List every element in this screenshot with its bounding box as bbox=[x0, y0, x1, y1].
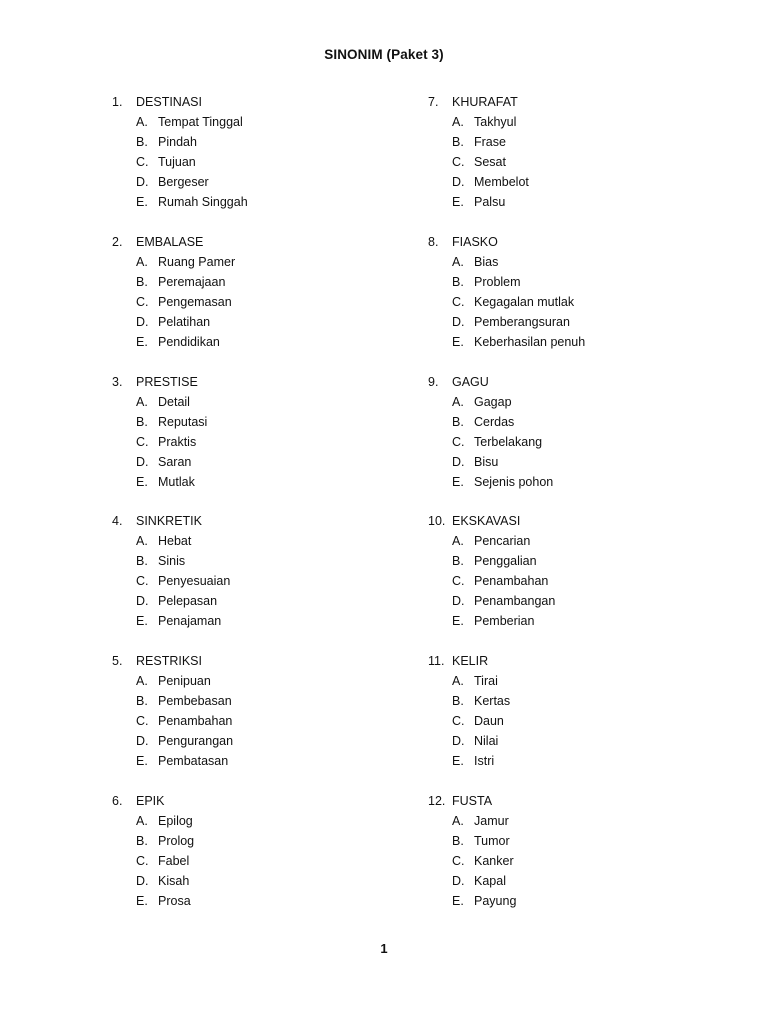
option-letter: C. bbox=[136, 714, 149, 729]
answer-option bbox=[136, 432, 412, 452]
option-list bbox=[428, 252, 728, 352]
answer-option bbox=[136, 851, 412, 871]
option-text: Keberhasilan penuh bbox=[474, 334, 586, 349]
option-list bbox=[112, 811, 412, 911]
page-title: SINONIM (Paket 3) bbox=[324, 47, 444, 62]
option-letter: D. bbox=[452, 314, 465, 329]
option-text: Tempat Tinggal bbox=[158, 115, 243, 129]
answer-option bbox=[452, 252, 728, 272]
question-number: 9. bbox=[428, 374, 439, 389]
option-letter: E. bbox=[136, 754, 148, 769]
answer-option bbox=[136, 571, 412, 591]
answer-option bbox=[136, 531, 412, 551]
question-word: RESTRIKSI bbox=[136, 654, 202, 669]
question-number: 10. bbox=[428, 514, 446, 529]
answer-option bbox=[452, 591, 728, 611]
question-word: PRESTISE bbox=[136, 374, 198, 389]
question-header bbox=[112, 372, 412, 392]
option-text: Pengemasan bbox=[158, 294, 232, 309]
question-number: 1. bbox=[112, 95, 123, 109]
option-text: Cerdas bbox=[474, 414, 515, 429]
option-letter: C. bbox=[136, 574, 149, 589]
option-letter: B. bbox=[136, 554, 148, 569]
option-letter: C. bbox=[136, 434, 149, 449]
option-letter: D. bbox=[136, 734, 149, 749]
answer-option bbox=[136, 452, 412, 472]
option-text: Sinis bbox=[158, 554, 186, 569]
option-text: Pemberangsuran bbox=[474, 314, 570, 329]
option-letter: B. bbox=[136, 274, 148, 289]
question-header bbox=[112, 511, 412, 531]
option-letter: B. bbox=[136, 833, 148, 848]
question-header bbox=[428, 651, 728, 671]
option-letter: B. bbox=[136, 414, 148, 429]
answer-option bbox=[136, 172, 412, 192]
option-text: Pemberian bbox=[474, 614, 535, 629]
answer-option bbox=[136, 751, 412, 771]
option-letter: E. bbox=[136, 614, 148, 629]
question-word: FUSTA bbox=[452, 793, 493, 808]
option-letter: C. bbox=[452, 574, 465, 589]
question-header bbox=[428, 372, 728, 392]
answer-option bbox=[452, 831, 728, 851]
option-letter: B. bbox=[136, 694, 148, 709]
option-list bbox=[112, 671, 412, 771]
question-item bbox=[428, 232, 728, 372]
answer-option bbox=[452, 132, 728, 152]
option-text: Payung bbox=[474, 893, 517, 908]
answer-option bbox=[452, 811, 728, 831]
answer-option bbox=[136, 272, 412, 292]
option-letter: E. bbox=[452, 893, 464, 908]
question-number: 8. bbox=[428, 234, 439, 249]
option-list bbox=[428, 112, 728, 212]
option-letter: E. bbox=[452, 754, 464, 769]
question-item bbox=[428, 791, 728, 931]
question-item bbox=[112, 92, 412, 232]
option-text: Kisah bbox=[158, 873, 190, 888]
answer-option bbox=[136, 731, 412, 751]
option-letter: E. bbox=[136, 893, 148, 908]
answer-option bbox=[452, 192, 728, 212]
option-text: Hebat bbox=[158, 534, 192, 549]
option-letter: D. bbox=[452, 873, 465, 888]
question-word: GAGU bbox=[452, 374, 489, 389]
option-text: Penggalian bbox=[474, 554, 537, 569]
option-text: Frase bbox=[474, 135, 506, 149]
option-text: Kapal bbox=[474, 873, 506, 888]
option-text: Takhyul bbox=[474, 115, 517, 129]
answer-option bbox=[452, 112, 728, 132]
answer-option bbox=[136, 711, 412, 731]
option-letter: C. bbox=[452, 155, 465, 169]
answer-option bbox=[452, 312, 728, 332]
option-letter: B. bbox=[136, 135, 148, 149]
option-letter: C. bbox=[136, 155, 149, 169]
option-letter: B. bbox=[452, 694, 464, 709]
answer-option bbox=[136, 252, 412, 272]
answer-option bbox=[452, 611, 728, 631]
option-letter: A. bbox=[136, 674, 148, 689]
option-text: Problem bbox=[474, 274, 521, 289]
option-letter: D. bbox=[452, 454, 465, 469]
question-number: 3. bbox=[112, 374, 123, 389]
answer-option bbox=[452, 671, 728, 691]
answer-option bbox=[452, 292, 728, 312]
option-letter: A. bbox=[452, 674, 464, 689]
option-letter: E. bbox=[136, 334, 148, 349]
option-text: Nilai bbox=[474, 734, 499, 749]
answer-option bbox=[136, 472, 412, 492]
question-number: 2. bbox=[112, 234, 123, 249]
question-header bbox=[112, 791, 412, 811]
option-text: Pembatasan bbox=[158, 754, 229, 769]
option-text: Reputasi bbox=[158, 414, 208, 429]
answer-option bbox=[452, 452, 728, 472]
option-text: Ruang Pamer bbox=[158, 254, 236, 269]
option-list bbox=[112, 112, 412, 212]
answer-option bbox=[136, 891, 412, 911]
answer-option bbox=[452, 731, 728, 751]
option-letter: A. bbox=[452, 254, 464, 269]
option-text: Palsu bbox=[474, 195, 506, 209]
question-column-left bbox=[112, 92, 412, 931]
question-header bbox=[112, 232, 412, 252]
answer-option bbox=[452, 711, 728, 731]
option-text: Pencarian bbox=[474, 534, 531, 549]
option-letter: A. bbox=[136, 813, 148, 828]
option-letter: B. bbox=[452, 135, 464, 149]
option-text: Penajaman bbox=[158, 614, 222, 629]
option-text: Bergeser bbox=[158, 175, 209, 189]
option-list bbox=[112, 392, 412, 492]
option-text: Prolog bbox=[158, 833, 195, 848]
option-text: Daun bbox=[474, 714, 504, 729]
answer-option bbox=[136, 611, 412, 631]
answer-option bbox=[136, 591, 412, 611]
option-list bbox=[428, 392, 728, 492]
question-column-right bbox=[428, 92, 728, 931]
answer-option bbox=[452, 472, 728, 492]
option-text: Kanker bbox=[474, 853, 514, 868]
question-item bbox=[428, 511, 728, 651]
option-letter: D. bbox=[136, 594, 149, 609]
option-text: Penambahan bbox=[474, 574, 549, 589]
option-text: Rumah Singgah bbox=[158, 195, 248, 209]
option-letter: D. bbox=[136, 175, 149, 189]
answer-option bbox=[452, 691, 728, 711]
question-header bbox=[428, 511, 728, 531]
option-list bbox=[112, 252, 412, 352]
option-letter: A. bbox=[452, 813, 464, 828]
question-number: 12. bbox=[428, 793, 446, 808]
answer-option bbox=[452, 152, 728, 172]
question-item bbox=[112, 232, 412, 372]
answer-option bbox=[136, 412, 412, 432]
answer-option bbox=[452, 751, 728, 771]
option-text: Penipuan bbox=[158, 674, 211, 689]
question-item bbox=[112, 372, 412, 512]
answer-option bbox=[136, 831, 412, 851]
answer-option bbox=[452, 851, 728, 871]
option-letter: B. bbox=[452, 554, 464, 569]
option-text: Sesat bbox=[474, 155, 506, 169]
answer-option bbox=[136, 292, 412, 312]
answer-option bbox=[136, 671, 412, 691]
option-letter: A. bbox=[136, 394, 148, 409]
option-text: Prosa bbox=[158, 893, 191, 908]
option-text: Bias bbox=[474, 254, 499, 269]
answer-option bbox=[136, 871, 412, 891]
option-text: Bisu bbox=[474, 454, 499, 469]
answer-option bbox=[136, 811, 412, 831]
option-text: Penambahan bbox=[158, 714, 233, 729]
option-text: Penambangan bbox=[474, 594, 556, 609]
option-letter: E. bbox=[452, 334, 464, 349]
option-letter: B. bbox=[452, 414, 464, 429]
answer-option bbox=[452, 531, 728, 551]
option-text: Pelepasan bbox=[158, 594, 218, 609]
option-text: Fabel bbox=[158, 853, 190, 868]
question-header bbox=[428, 92, 728, 112]
option-text: Pelatihan bbox=[158, 314, 211, 329]
question-word: EMBALASE bbox=[136, 234, 204, 249]
option-letter: D. bbox=[136, 314, 149, 329]
option-text: Sejenis pohon bbox=[474, 474, 554, 489]
option-letter: A. bbox=[452, 115, 464, 129]
option-text: Gagap bbox=[474, 394, 512, 409]
option-letter: C. bbox=[452, 714, 465, 729]
option-letter: D. bbox=[452, 594, 465, 609]
question-item bbox=[112, 511, 412, 651]
question-word: SINKRETIK bbox=[136, 514, 202, 529]
option-text: Penyesuaian bbox=[158, 574, 231, 589]
question-word: EPIK bbox=[136, 793, 165, 808]
option-text: Kegagalan mutlak bbox=[474, 294, 575, 309]
question-number: 5. bbox=[112, 654, 123, 669]
option-text: Saran bbox=[158, 454, 192, 469]
option-letter: E. bbox=[452, 614, 464, 629]
option-letter: D. bbox=[452, 734, 465, 749]
option-text: Pengurangan bbox=[158, 734, 234, 749]
answer-option bbox=[136, 132, 412, 152]
option-letter: C. bbox=[452, 853, 465, 868]
answer-option bbox=[452, 272, 728, 292]
answer-option bbox=[452, 891, 728, 911]
option-list bbox=[428, 531, 728, 631]
question-header bbox=[428, 791, 728, 811]
option-text: Pendidikan bbox=[158, 334, 220, 349]
option-text: Jamur bbox=[474, 813, 509, 828]
option-letter: E. bbox=[452, 474, 464, 489]
answer-option bbox=[452, 332, 728, 352]
option-letter: C. bbox=[136, 294, 149, 309]
question-item bbox=[428, 651, 728, 791]
option-letter: D. bbox=[136, 454, 149, 469]
option-letter: D. bbox=[136, 873, 149, 888]
option-text: Kertas bbox=[474, 694, 511, 709]
question-header bbox=[112, 651, 412, 671]
answer-option bbox=[136, 332, 412, 352]
option-text: Tujuan bbox=[158, 155, 196, 169]
option-letter: B. bbox=[452, 833, 464, 848]
answer-option bbox=[136, 551, 412, 571]
answer-option bbox=[452, 172, 728, 192]
option-letter: A. bbox=[136, 115, 148, 129]
answer-option bbox=[136, 691, 412, 711]
option-list bbox=[112, 531, 412, 631]
option-text: Membelot bbox=[474, 175, 529, 189]
answer-option bbox=[452, 571, 728, 591]
answer-option bbox=[452, 412, 728, 432]
option-text: Tirai bbox=[474, 674, 498, 689]
answer-option bbox=[452, 432, 728, 452]
option-letter: B. bbox=[452, 274, 464, 289]
option-letter: E. bbox=[452, 195, 464, 209]
option-text: Terbelakang bbox=[474, 434, 543, 449]
question-header bbox=[428, 232, 728, 252]
question-number: 4. bbox=[112, 514, 123, 529]
question-word: EKSKAVASI bbox=[452, 514, 521, 529]
question-number: 11. bbox=[428, 654, 445, 669]
option-letter: E. bbox=[136, 474, 148, 489]
answer-option bbox=[136, 192, 412, 212]
option-letter: D. bbox=[452, 175, 465, 189]
option-letter: C. bbox=[136, 853, 149, 868]
question-number: 7. bbox=[428, 95, 439, 109]
option-letter: A. bbox=[452, 534, 464, 549]
option-text: Detail bbox=[158, 394, 190, 409]
option-text: Praktis bbox=[158, 434, 197, 449]
answer-option bbox=[452, 871, 728, 891]
question-word: DESTINASI bbox=[136, 95, 202, 109]
option-letter: A. bbox=[136, 254, 148, 269]
option-text: Tumor bbox=[474, 833, 510, 848]
option-text: Epilog bbox=[158, 813, 193, 828]
option-text: Pindah bbox=[158, 135, 197, 149]
question-item bbox=[112, 651, 412, 791]
question-number: 6. bbox=[112, 793, 123, 808]
option-text: Pembebasan bbox=[158, 694, 232, 709]
option-text: Istri bbox=[474, 754, 495, 769]
question-word: KELIR bbox=[452, 654, 489, 669]
question-word: FIASKO bbox=[452, 234, 498, 249]
option-list bbox=[428, 811, 728, 911]
option-list bbox=[428, 671, 728, 771]
question-item bbox=[112, 791, 412, 931]
answer-option bbox=[452, 392, 728, 412]
option-letter: A. bbox=[452, 394, 464, 409]
question-item bbox=[428, 372, 728, 512]
answer-option bbox=[136, 152, 412, 172]
answer-option bbox=[136, 312, 412, 332]
question-item bbox=[428, 92, 728, 232]
answer-option bbox=[452, 551, 728, 571]
page-number: 1 bbox=[380, 941, 388, 956]
question-word: KHURAFAT bbox=[452, 95, 518, 109]
question-header bbox=[112, 92, 412, 112]
answer-option bbox=[136, 112, 412, 132]
option-text: Mutlak bbox=[158, 474, 195, 489]
option-letter: A. bbox=[136, 534, 148, 549]
answer-option bbox=[136, 392, 412, 412]
option-letter: C. bbox=[452, 434, 465, 449]
option-text: Peremajaan bbox=[158, 274, 226, 289]
option-letter: C. bbox=[452, 294, 465, 309]
option-letter: E. bbox=[136, 195, 148, 209]
